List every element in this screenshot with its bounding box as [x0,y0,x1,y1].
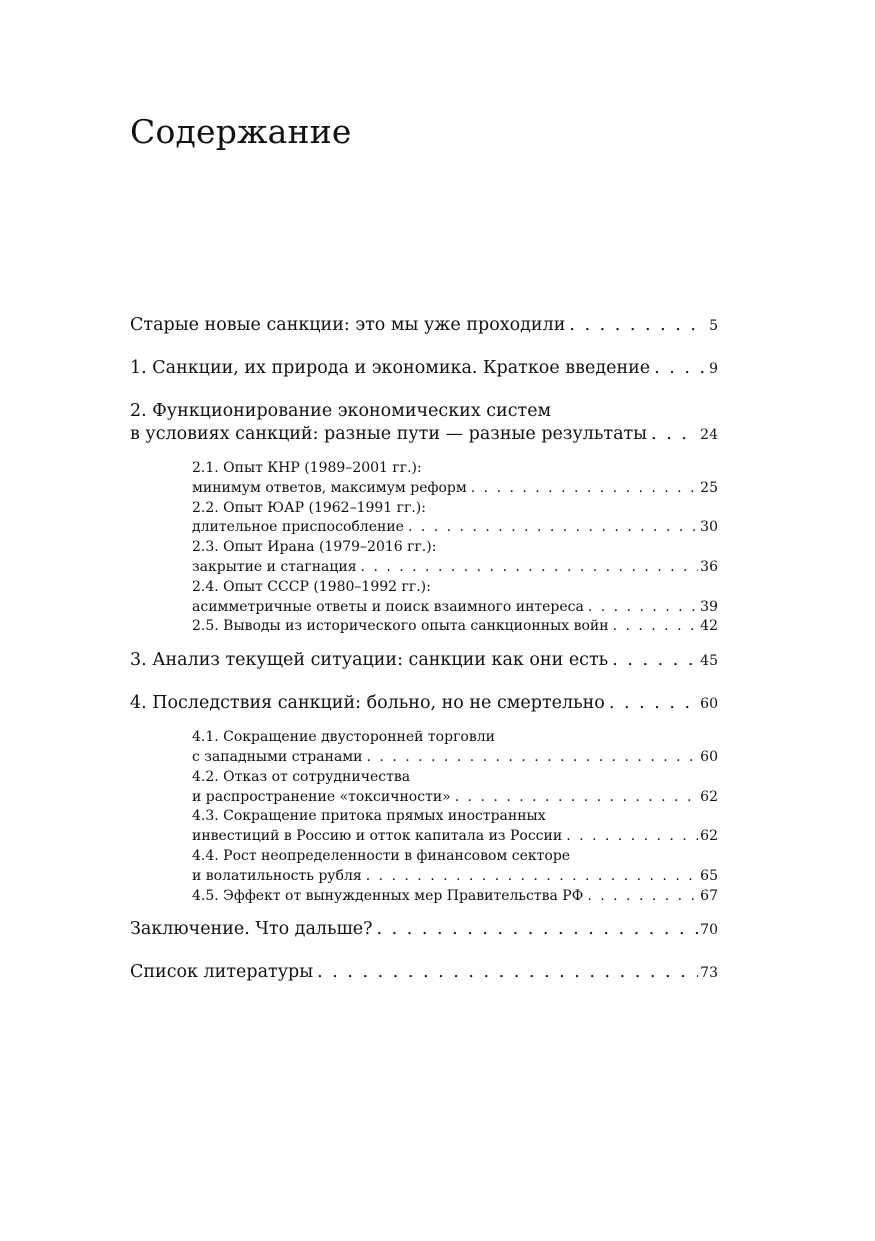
toc-subentry-title: и волатильность рубля [192,867,362,884]
toc-page-number: 60 [700,748,718,765]
toc-subentry-title: инвестиций в Россию и отток капитала из России [192,828,563,845]
dot-leader [366,867,698,887]
toc-page-number: 36 [700,558,718,575]
toc-entry-title: 1. Санкции, их природа и экономика. Краткое введение [130,358,651,378]
toc-subentry[interactable] [192,538,718,578]
toc-subentry[interactable] [192,578,718,618]
toc-page-number: 30 [700,519,718,536]
dot-leader [317,961,698,984]
toc-subentry[interactable] [192,887,718,907]
dot-leader [587,887,698,907]
toc-entry[interactable] [130,918,718,942]
dot-leader [654,357,707,380]
toc-subentry[interactable] [192,847,718,887]
table-of-contents [130,314,718,985]
dot-leader [569,314,707,337]
toc-subentry-title: минимум ответов, максимум реформ [192,479,467,496]
toc-subentry-title: и распространение «токсичности» [192,788,451,805]
toc-subentry-title: закрытие и стагнация [192,558,357,575]
toc-entry[interactable] [130,692,718,716]
toc-page-number: 9 [709,361,718,377]
toc-entry-title: Список литературы [130,962,314,983]
dot-leader [471,479,698,499]
toc-page-number: 73 [700,965,718,982]
toc-subentry-title: длительное приспособление [192,519,404,536]
dot-leader [612,649,698,672]
toc-subentry-title: 4.5. Эффект от вынужденных мер Правительства РФ [192,887,584,904]
toc-subentry[interactable] [192,768,718,808]
toc-subentry-line1: 4.2. Отказ от сотрудничества [192,768,411,785]
toc-subentry[interactable] [192,459,718,499]
toc-page-number: 42 [700,618,718,635]
toc-entry-title: Старые новые санкции: это мы уже проходили [130,315,566,335]
toc-subentry[interactable] [192,617,718,637]
toc-entry-title: в условиях санкций: разные пути — разные результаты [130,424,648,444]
toc-entry[interactable] [130,314,718,338]
toc-entry[interactable] [130,400,718,447]
toc-entry-title-line1: 2. Функционирование экономических систем [130,401,552,421]
toc-page-number: 60 [700,696,718,713]
dot-leader [377,918,699,941]
dot-leader [367,748,699,768]
toc-page-number: 67 [700,887,718,904]
toc-subentry[interactable] [192,499,718,539]
toc-page-number: 65 [700,867,718,884]
toc-subentry-line1: 2.1. Опыт КНР (1989–2001 гг.): [192,460,422,476]
toc-page-number: 62 [700,788,718,805]
toc-page-number: 62 [700,828,718,845]
toc-subentry-line1: 4.3. Сокращение притока прямых иностранных [192,808,546,825]
toc-subentry-line1: 2.4. Опыт СССР (1980–1992 гг.): [192,578,431,595]
toc-page-number: 24 [700,427,718,443]
dot-leader [566,827,698,847]
dot-leader [455,788,698,808]
toc-subentry-title: 2.5. Выводы из исторического опыта санкционных войн [192,618,609,635]
toc-entry[interactable] [130,649,718,673]
page-title: Содержание [130,112,352,151]
toc-page-number: 5 [709,318,718,334]
toc-entry-title: 3. Анализ текущей ситуации: санкции как они есть [130,650,609,671]
toc-entry-title: 4. Последствия санкций: больно, но не смертельно [130,693,605,714]
toc-page-number: 70 [700,922,718,939]
toc-entry[interactable] [130,357,718,381]
toc-page-number: 45 [700,653,718,670]
dot-leader [609,692,698,715]
dot-leader [408,518,698,538]
toc-entry-title: Заключение. Что дальше? [130,919,373,940]
dot-leader [651,423,698,446]
toc-page-number: 39 [700,598,718,615]
toc-subentry[interactable] [192,728,718,768]
toc-subentry-line1: 4.4. Рост неопределенности в финансовом секторе [192,847,571,864]
toc-entry[interactable] [130,961,718,985]
toc-subentry[interactable] [192,807,718,847]
dot-leader [613,617,699,637]
toc-subsection-list [130,459,718,637]
toc-subentry-line1: 2.2. Опыт ЮАР (1962–1991 гг.): [192,499,426,516]
toc-subsection-list [130,728,718,906]
dot-leader [361,558,699,578]
dot-leader [588,598,698,618]
toc-subentry-title: асимметричные ответы и поиск взаимного интереса [192,598,584,615]
toc-subentry-line1: 4.1. Сокращение двусторонней торговли [192,729,495,746]
toc-page-number: 25 [700,479,718,496]
toc-subentry-title: с западными странами [192,748,363,765]
toc-subentry-line1: 2.3. Опыт Ирана (1979–2016 гг.): [192,539,437,556]
